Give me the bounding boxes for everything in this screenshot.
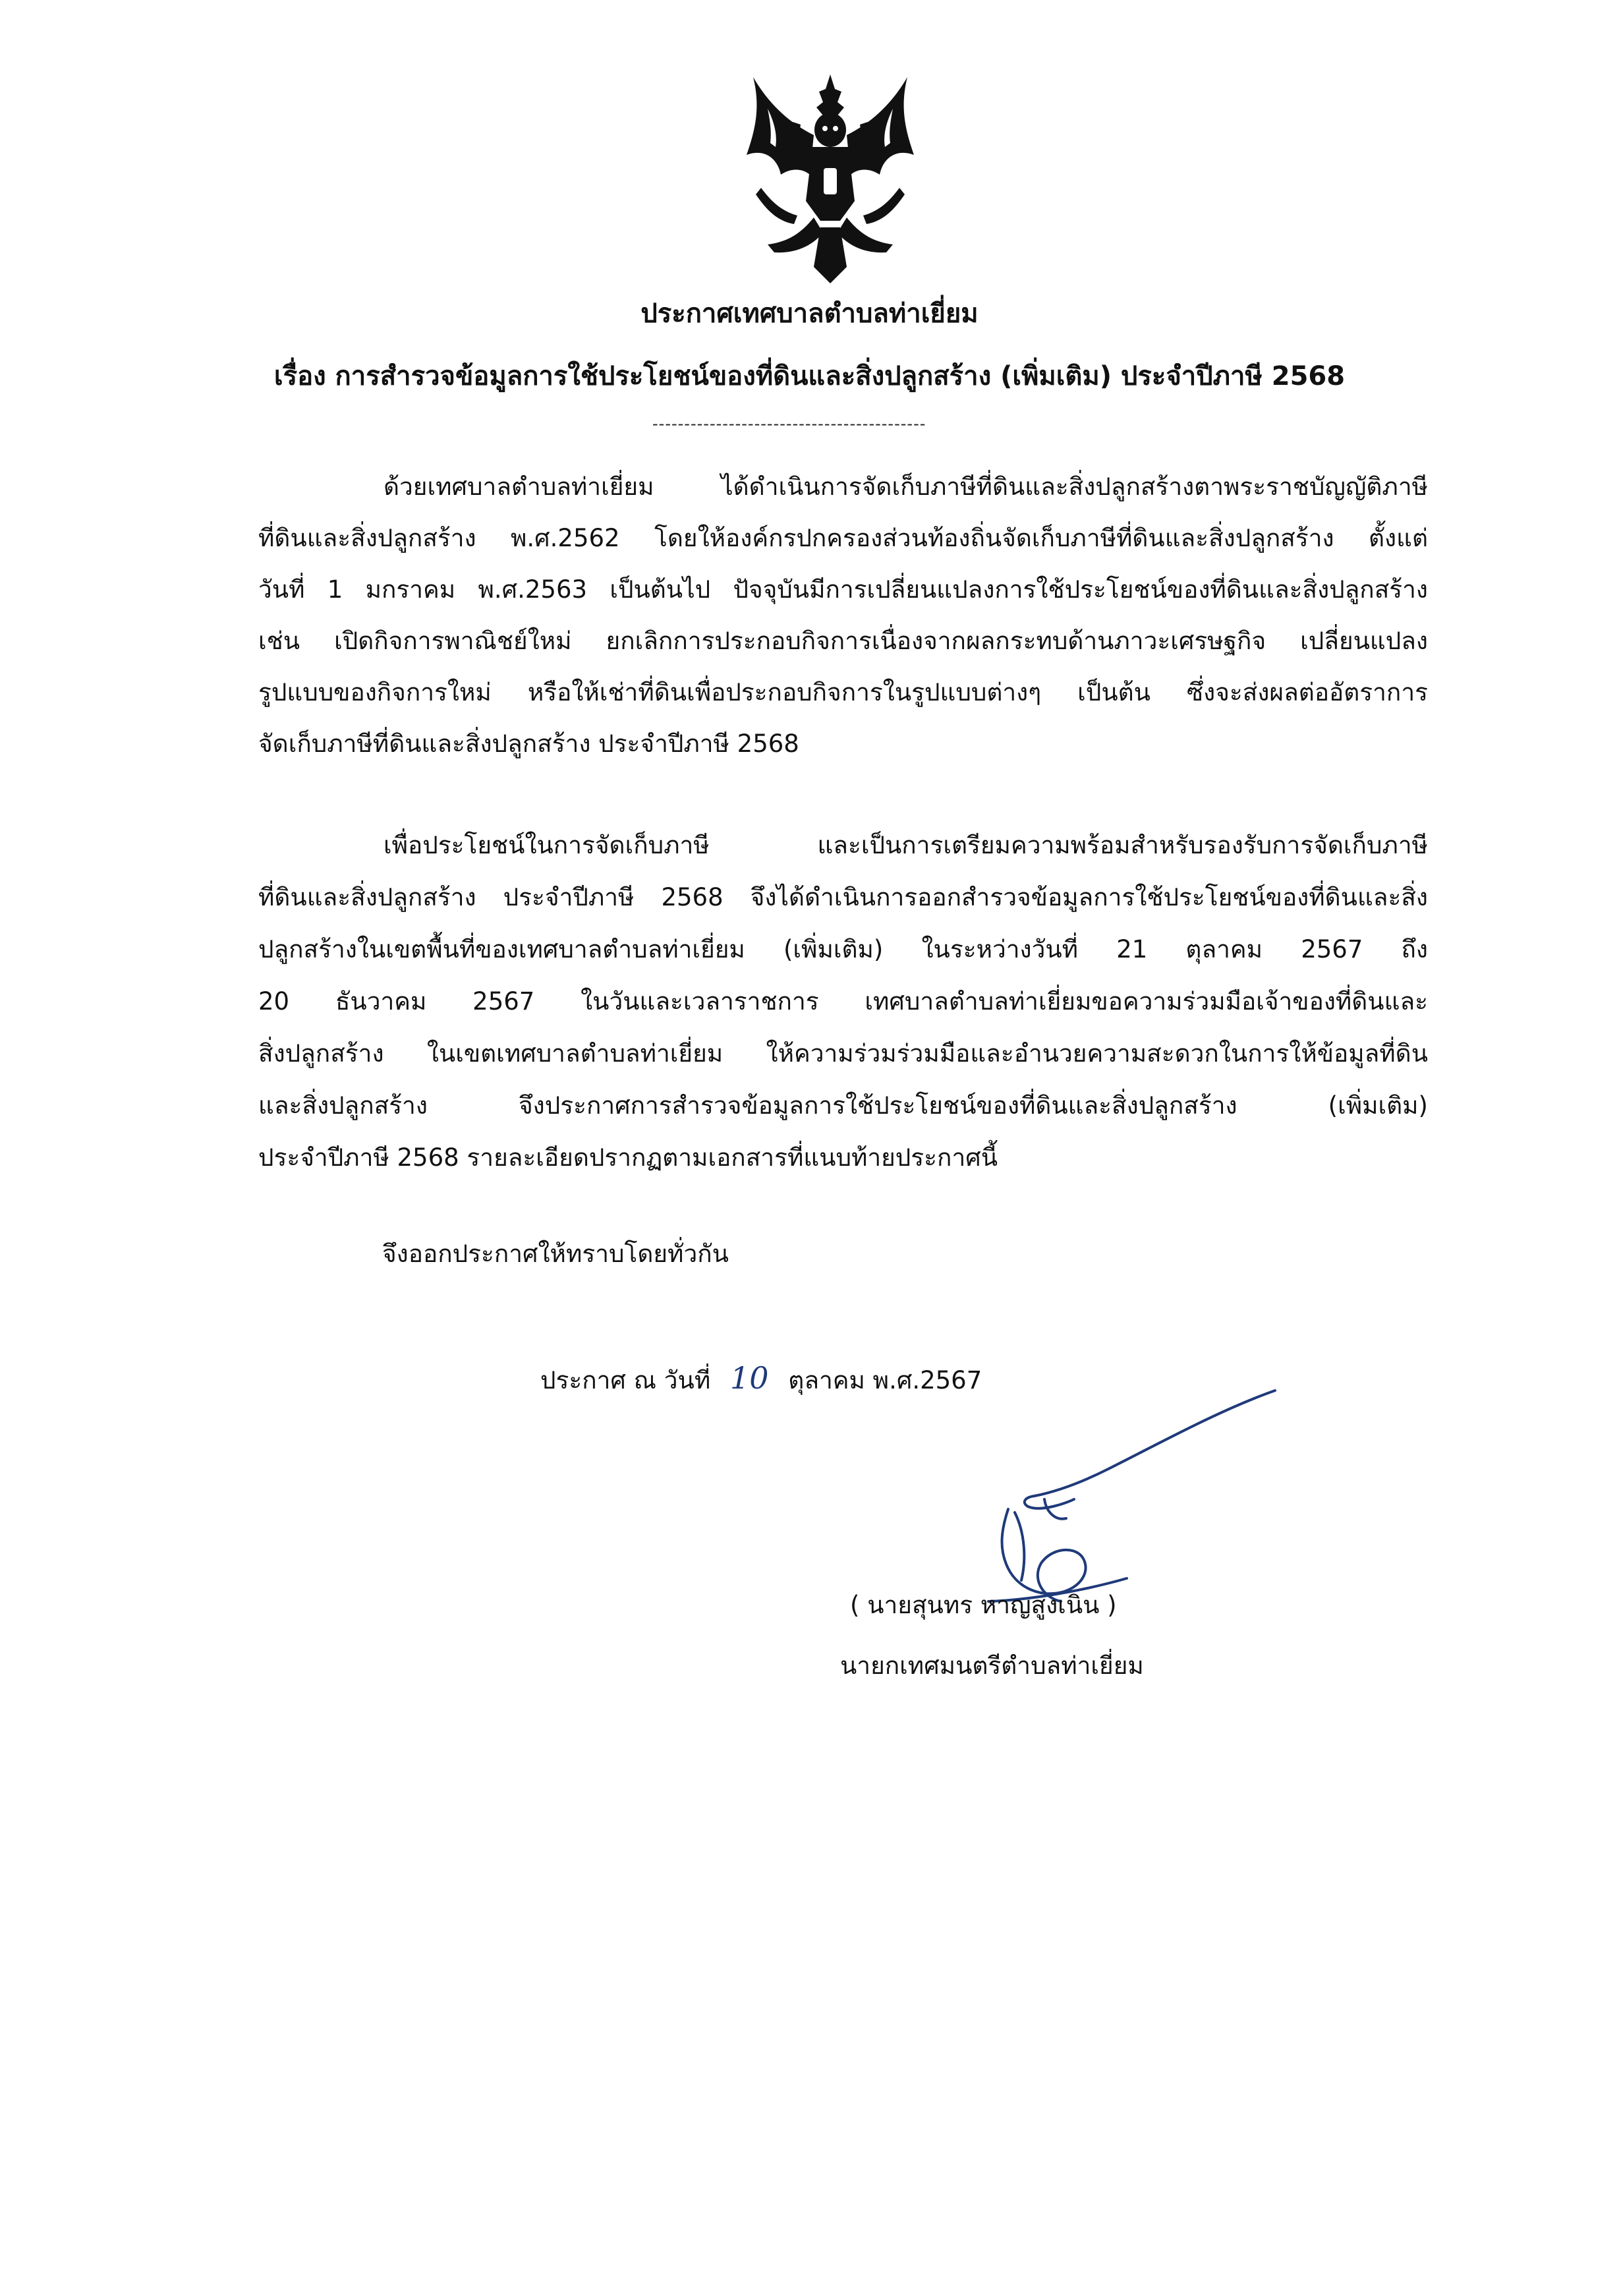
paragraph-line: 20 ธันวาคม 2567 ในวันและเวลาราชการ เทศบาลตำบลท่าเยี่ยมขอความร่วมมือเจ้าของที่ดินและ xyxy=(258,987,1428,1016)
paragraph-line: รูปแบบของกิจการใหม่ หรือให้เช่าที่ดินเพื่อประกอบกิจการในรูปแบบต่างๆ เป็นต้น ซึ่งจะส่งผลต่ออัตราการ xyxy=(258,678,1428,706)
paragraph-intro xyxy=(258,461,1428,770)
handwritten-day: 10 xyxy=(729,1360,769,1396)
paragraph-line: สิ่งปลูกสร้าง ในเขตเทศบาลตำบลท่าเยี่ยม ให้ความร่วมร่วมมือและอำนวยความสะดวกในการให้ข้อมูลที่ดิน xyxy=(258,1039,1428,1068)
signatory-position: นายกเทศมนตรีตำบลท่าเยี่ยม xyxy=(840,1651,1144,1680)
paragraph-line: ประจำปีภาษี 2568 รายละเอียดปรากฏตามเอกสารที่แนบท้ายประกาศนี้ xyxy=(258,1143,998,1172)
paragraph-line: ที่ดินและสิ่งปลูกสร้าง พ.ศ.2562 โดยให้องค์กรปกครองส่วนท้องถิ่นจัดเก็บภาษีที่ดินและสิ่งปลูกสร้าง ตั้งแต่ xyxy=(258,524,1428,552)
paragraph-line: ด้วยเทศบาลตำบลท่าเยี่ยม ได้ดำเนินการจัดเก็บภาษีที่ดินและสิ่งปลูกสร้างตาพระราชบัญญัติภาษี xyxy=(383,473,1428,501)
title-divider: ------------------------------------------- xyxy=(652,415,926,433)
paragraph-line: ปลูกสร้างในเขตพื้นที่ของเทศบาลตำบลท่าเยี่ยม (เพิ่มเติม) ในระหว่างวันที่ 21 ตุลาคม 2567 ถึง xyxy=(258,935,1428,963)
paragraph-line: เช่น เปิดกิจการพาณิชย์ใหม่ ยกเลิกการประกอบกิจการเนื่องจากผลกระทบด้านภาวะเศรษฐกิจ เปลี่ยนแปลง xyxy=(258,627,1428,655)
document-title: ประกาศเทศบาลตำบลท่าเยี่ยม xyxy=(640,299,979,329)
announcement-prefix: ประกาศ ณ วันที่ xyxy=(540,1366,711,1394)
paragraph-line: ที่ดินและสิ่งปลูกสร้าง ประจำปีภาษี 2568 จึงได้ดำเนินการออกสำรวจข้อมูลการใช้ประโยชน์ของที่ดินและสิ่ง xyxy=(258,883,1428,911)
paragraph-line: และสิ่งปลูกสร้าง จึงประกาศการสำรวจข้อมูลการใช้ประโยชน์ของที่ดินและสิ่งปลูกสร้าง (เพิ่มเติม) xyxy=(258,1091,1428,1120)
paragraph-line: วันที่ 1 มกราคม พ.ศ.2563 เป็นต้นไป ปัจจุบันมีการเปลี่ยนแปลงการใช้ประโยชน์ของที่ดินและสิ่งปลูกสร้าง xyxy=(258,575,1428,604)
paragraph-line: เพื่อประโยชน์ในการจัดเก็บภาษี และเป็นการเตรียมความพร้อมสำหรับรองรับการจัดเก็บภาษี xyxy=(383,831,1428,859)
document-subject: เรื่อง การสำรวจข้อมูลการใช้ประโยชน์ของที่ดินและสิ่งปลูกสร้าง (เพิ่มเติม) ประจำปีภาษี 2568 xyxy=(273,361,1346,391)
signatory-name: ( นายสุนทร หาญสูงเนิน ) xyxy=(850,1591,1117,1619)
garuda-emblem-icon xyxy=(741,69,919,287)
closing-statement: จึงออกประกาศให้ทราบโดยทั่วกัน xyxy=(382,1240,729,1268)
paragraph-purpose xyxy=(258,819,1428,1184)
announcement-suffix: ตุลาคม พ.ศ.2567 xyxy=(788,1366,982,1394)
signature-icon xyxy=(909,1371,1278,1621)
paragraph-line: จัดเก็บภาษีที่ดินและสิ่งปลูกสร้าง ประจำปีภาษี 2568 xyxy=(258,730,799,758)
